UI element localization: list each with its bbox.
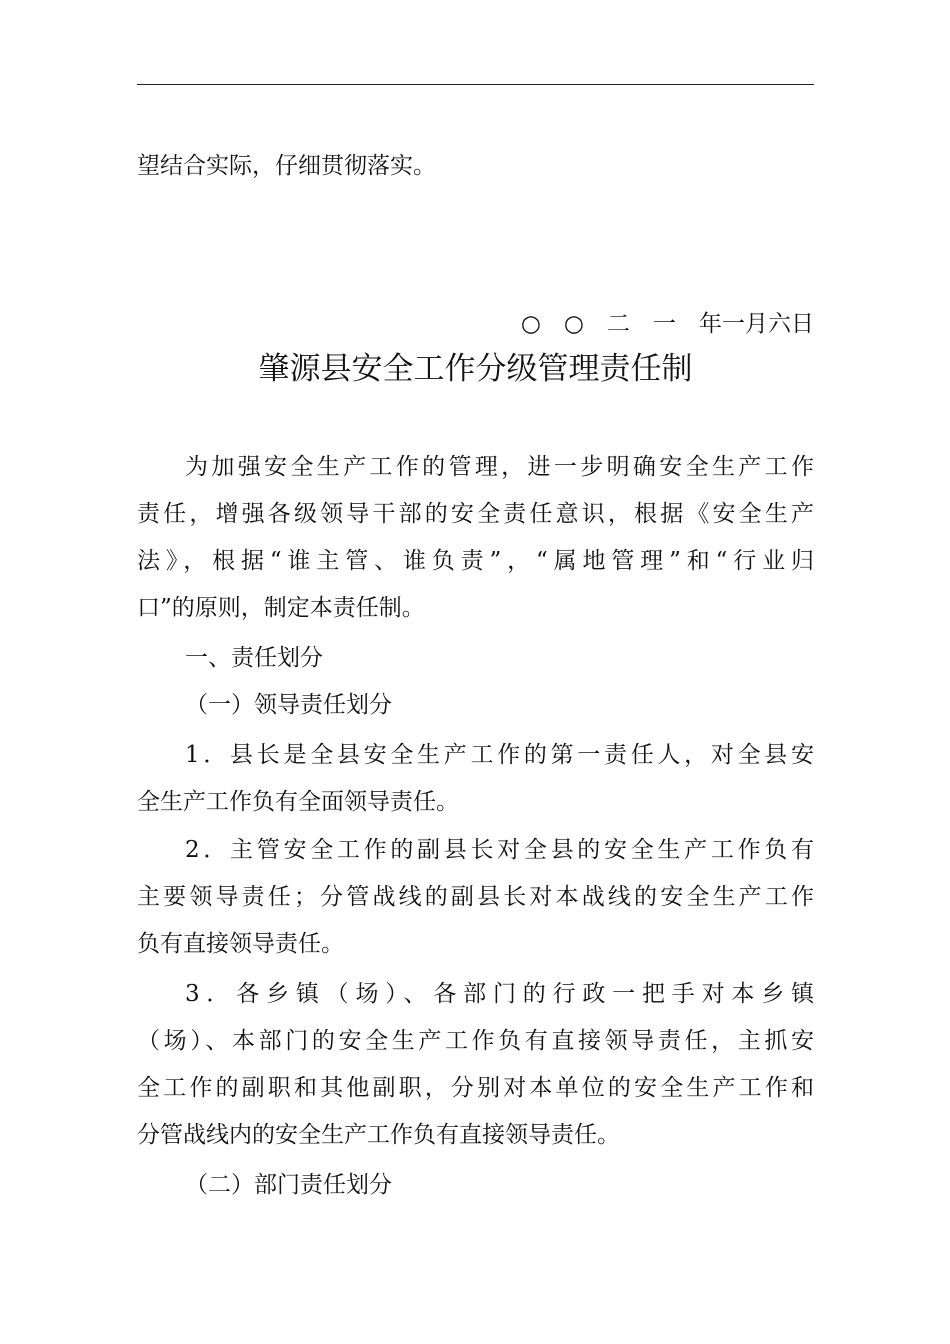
body-line: 3．各乡镇（场）、各部门的行政一把手对本乡镇	[185, 981, 814, 1007]
body-line: 全工作的副职和其他副职，分别对本单位的安全生产工作和	[137, 1075, 814, 1101]
body-line: 负有直接领导责任。	[137, 931, 344, 957]
document-title: 肇源县安全工作分级管理责任制	[258, 351, 693, 387]
body-line: 1．县长是全县安全生产工作的第一责任人，对全县安	[185, 742, 814, 768]
subsection-heading: （二）部门责任划分	[185, 1172, 392, 1198]
body-line: 全生产工作负有全面领导责任。	[137, 789, 459, 815]
section-heading: 一、责任划分	[185, 645, 323, 671]
carryover-text: 望结合实际，仔细贯彻落实。	[137, 153, 436, 179]
body-line: （场）、本部门的安全生产工作负有直接领导责任，主抓安	[137, 1028, 814, 1054]
body-line: 法》，根据“谁主管、谁负责”，“属地管理”和“行业归	[137, 548, 814, 574]
header-rule	[137, 84, 814, 85]
subsection-heading: （一）领导责任划分	[185, 692, 392, 718]
body-line: 分管战线内的安全生产工作负有直接领导责任。	[137, 1122, 620, 1148]
document-date: ○ ○ 二 一 年一月六日	[520, 311, 814, 337]
body-line: 为加强安全生产工作的管理，进一步明确安全生产工作	[185, 454, 814, 480]
body-line: 责任，增强各级领导干部的安全责任意识，根据《安全生产	[137, 501, 814, 527]
body-line: 主要领导责任；分管战线的副县长对本战线的安全生产工作	[137, 884, 814, 910]
body-line: 2．主管安全工作的副县长对全县的安全生产工作负有	[185, 837, 814, 863]
body-line: 口”的原则，制定本责任制。	[137, 595, 425, 621]
